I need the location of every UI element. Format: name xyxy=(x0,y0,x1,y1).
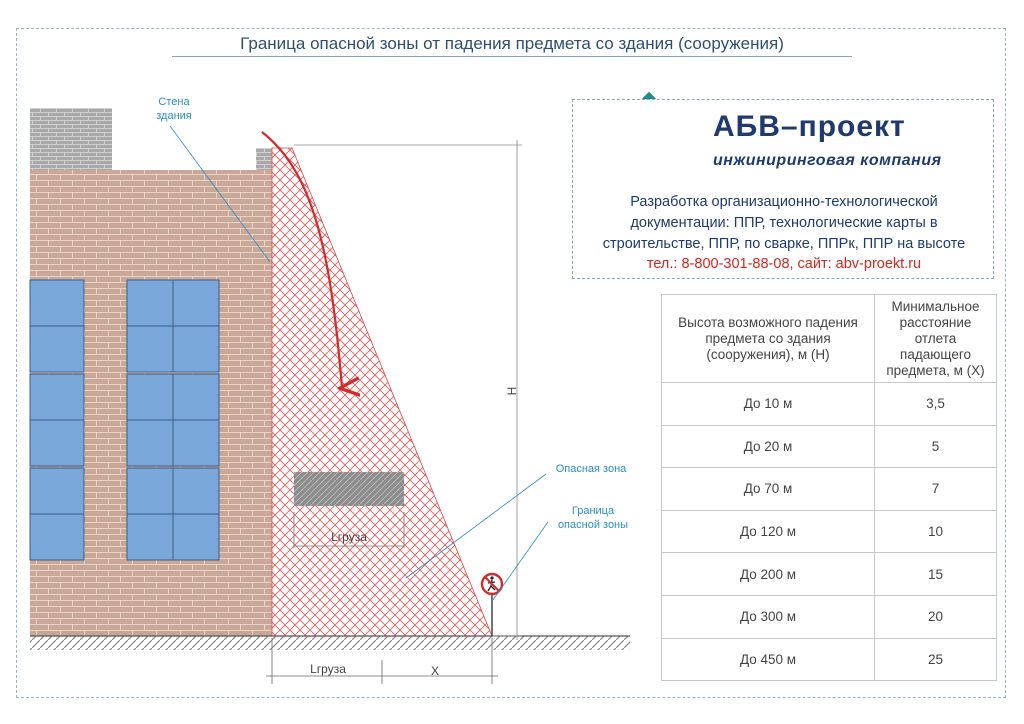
table-row xyxy=(662,383,997,426)
company-description: Разработка организационно-технологической документации: ППР, технологические карты в строительстве, ППР, по сварке, ППРк, ППР на высоте xyxy=(602,194,966,252)
chimney xyxy=(30,108,112,170)
table-row xyxy=(662,553,997,596)
danger-zone-label: Опасная зона xyxy=(555,463,627,475)
table-cell: 3,5 xyxy=(875,383,997,426)
table-header-distance: Минимальное расстояние отлета падающего предмета, м (X) xyxy=(875,295,997,383)
table-row xyxy=(662,638,997,681)
table-cell: До 70 м xyxy=(662,468,875,511)
table-cell: 20 xyxy=(875,595,997,638)
windows-right xyxy=(127,280,219,560)
load-length-bottom-label: Lгруза xyxy=(310,662,346,676)
brand-subtitle: инжиниринговая компания xyxy=(713,152,942,169)
brand-name: АБВ–проект xyxy=(713,110,906,143)
table-cell: 15 xyxy=(875,553,997,596)
load-length-label: Lгруза xyxy=(331,530,367,544)
table-cell: 25 xyxy=(875,638,997,681)
ground xyxy=(30,636,630,650)
table-cell: 5 xyxy=(875,425,997,468)
table-row xyxy=(662,595,997,638)
table-cell: 10 xyxy=(875,510,997,553)
border-leader xyxy=(493,522,548,600)
table-cell: До 300 м xyxy=(662,595,875,638)
distance-table xyxy=(661,294,997,681)
table-cell: До 10 м xyxy=(662,383,875,426)
table-cell: До 450 м xyxy=(662,638,875,681)
danger-border-label: Граница опасной зоны xyxy=(557,505,629,531)
company-contacts: тел.: 8-800-301-88-08, сайт: abv-proekt.ru xyxy=(646,256,922,272)
danger-zone-area xyxy=(272,148,492,636)
table-cell: 7 xyxy=(875,468,997,511)
page-title: Граница опасной зоны от падения предмета со здания (сооружения) xyxy=(240,34,784,53)
table-cell: До 120 м xyxy=(662,510,875,553)
table-cell: До 20 м xyxy=(662,425,875,468)
parapet xyxy=(256,148,272,170)
table-cell: До 200 м xyxy=(662,553,875,596)
h-label: H xyxy=(505,386,519,396)
table-header-height: Высота возможного падения предмета со здания (сооружения), м (H) xyxy=(662,295,875,383)
load-block xyxy=(294,472,404,506)
wall-label: Стена здания xyxy=(156,96,192,122)
table-row xyxy=(662,510,997,553)
table-row xyxy=(662,425,997,468)
table-row xyxy=(662,468,997,511)
company-card xyxy=(572,99,994,279)
windows-left xyxy=(30,280,84,560)
x-label: X xyxy=(430,664,439,678)
